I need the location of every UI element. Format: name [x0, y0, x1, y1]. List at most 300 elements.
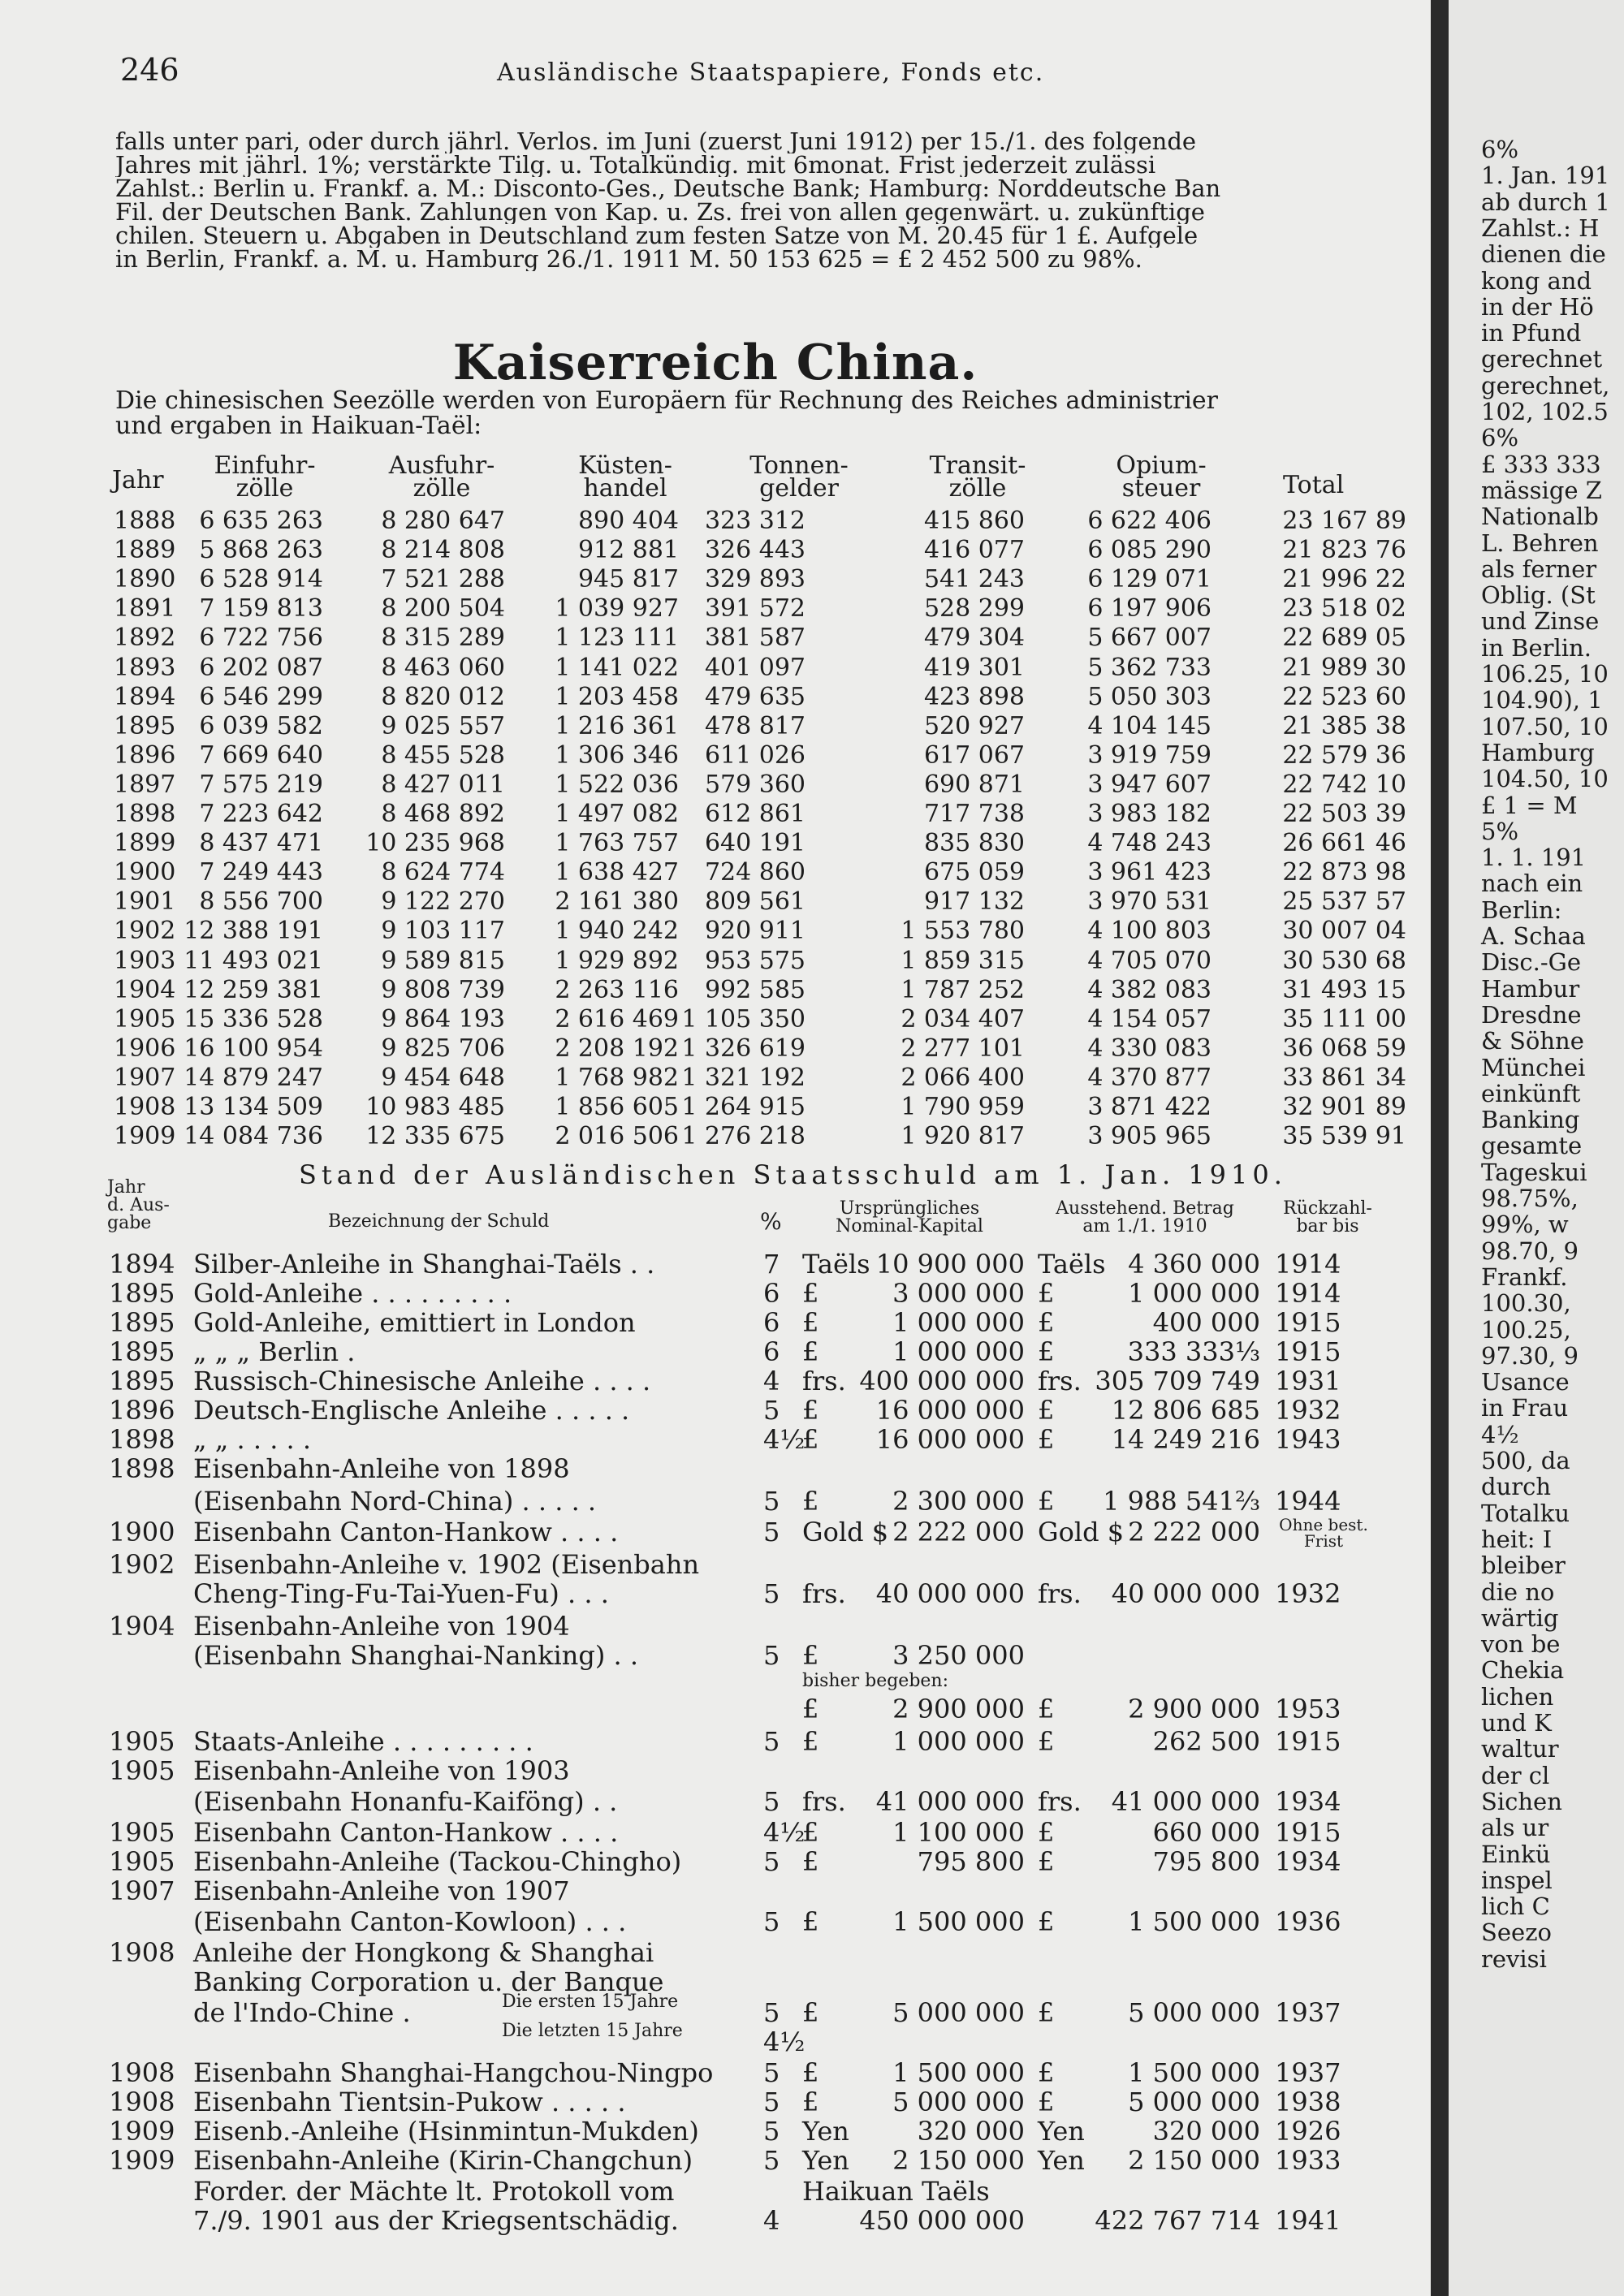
table-cell: 25 537 57 — [1282, 887, 1406, 917]
table-cell: 400 000 — [1152, 1307, 1260, 1338]
table-cell: 1909 — [109, 2116, 175, 2147]
note-first-15: Die ersten 15 Jahre — [502, 1992, 679, 2012]
table-cell: 5 — [763, 2145, 780, 2176]
table-cell: 8 427 011 — [381, 770, 505, 799]
table-cell: Banking Corporation u. der Banque — [193, 1966, 664, 1997]
table-row — [0, 1906, 1431, 1936]
table-row — [0, 947, 1431, 976]
header-line: d. Aus- — [107, 1195, 170, 1215]
header-line: steuer — [1121, 474, 1201, 503]
table-cell: 12 335 675 — [365, 1122, 505, 1151]
table-cell: 9 025 557 — [381, 711, 505, 740]
book-page-right-edge — [1449, 0, 1624, 2296]
table-cell: 1 203 458 — [555, 682, 679, 711]
table-cell: £ — [802, 1307, 819, 1338]
table-cell: frs. — [802, 1786, 846, 1817]
table-cell: 1907 — [109, 1875, 175, 1906]
table-cell: 1931 — [1275, 1366, 1341, 1396]
table-row — [0, 976, 1431, 1005]
table-cell: 917 132 — [923, 887, 1025, 917]
table-cell: 1 859 315 — [901, 946, 1025, 975]
table-cell: 6 622 406 — [1087, 507, 1212, 535]
right-page-line: kong and — [1481, 266, 1592, 295]
table-cell: 22 873 98 — [1282, 858, 1406, 887]
table-cell: 809 561 — [704, 887, 806, 917]
table-cell: 22 742 10 — [1282, 770, 1406, 799]
right-page-line: Nationalb — [1481, 503, 1599, 531]
table-cell: 41 000 000 — [875, 1786, 1025, 1817]
right-page-line: wärtig — [1481, 1603, 1559, 1632]
table-cell: 415 860 — [923, 507, 1025, 535]
customs-header-transit — [913, 451, 1043, 503]
table-cell: 1915 — [1275, 1726, 1341, 1757]
table-cell: 1902 — [109, 1549, 175, 1580]
table-cell: 1 497 082 — [555, 800, 679, 828]
table-row — [0, 887, 1431, 917]
intro-line: Zahlst.: Berlin u. Frankf. a. M.: Disconto-Ges., Deutsche Bank; Hamburg: Norddeutsche Ban — [115, 177, 1221, 201]
right-page-line: Dresdne — [1481, 1000, 1582, 1029]
table-cell: 2 900 000 — [892, 1694, 1025, 1724]
table-cell: 1894 — [109, 1249, 175, 1280]
table-cell: 1 100 000 — [892, 1817, 1025, 1848]
table-cell: £ — [1038, 1486, 1055, 1517]
table-cell: 450 000 000 — [859, 2205, 1025, 2236]
intro-line: falls unter pari, oder durch jährl. Verlos. im Juni (zuerst Juni 1912) per 15./1. des folgende — [115, 130, 1197, 153]
table-cell: 4 104 145 — [1087, 711, 1212, 740]
table-cell: Haikuan Taëls — [802, 2176, 990, 2207]
table-cell: £ — [1038, 2057, 1055, 2088]
right-page-line: Frankf. — [1481, 1262, 1568, 1291]
table-row — [0, 654, 1431, 683]
table-cell: 4 382 083 — [1087, 975, 1212, 1004]
table-cell: 1908 — [109, 2057, 175, 2088]
table-cell: Eisenbahn Canton-Hankow . . . . — [193, 1817, 619, 1848]
table-row — [0, 1122, 1431, 1151]
table-cell: 9 589 815 — [381, 946, 505, 975]
table-cell: 2 016 506 — [555, 1122, 679, 1151]
right-page-line: Chekia — [1481, 1656, 1565, 1685]
table-cell: Eisenbahn-Anleihe (Kirin-Changchun) — [193, 2145, 693, 2176]
table-cell: 9 103 117 — [381, 917, 505, 946]
table-cell: 419 301 — [923, 653, 1025, 682]
table-cell: 890 404 — [577, 507, 679, 535]
table-cell: 41 000 000 — [1111, 1786, 1260, 1817]
table-cell: 1 522 036 — [555, 770, 679, 799]
table-cell: 5 — [763, 1578, 780, 1609]
table-cell: Eisenbahn Tientsin-Pukow . . . . . — [193, 2087, 626, 2117]
table-cell: 2 034 407 — [901, 1004, 1025, 1034]
table-cell: Eisenbahn-Anleihe von 1898 — [193, 1453, 570, 1484]
customs-header-opium — [1096, 451, 1226, 503]
table-cell: 3 970 531 — [1087, 887, 1212, 917]
table-cell: 8 315 289 — [381, 624, 505, 653]
table-cell: 1906 — [114, 1034, 176, 1063]
table-row — [0, 1005, 1431, 1034]
table-cell: 6 197 906 — [1087, 594, 1212, 624]
table-row — [0, 858, 1431, 887]
right-page-line: in Berlin. — [1481, 633, 1592, 662]
table-cell: Eisenbahn-Anleihe v. 1902 (Eisenbahn — [193, 1549, 700, 1580]
table-cell: 4 330 083 — [1087, 1034, 1212, 1063]
table-cell: 10 900 000 — [875, 1249, 1025, 1280]
table-cell: 10 235 968 — [365, 829, 505, 858]
table-cell: 2 263 116 — [555, 975, 679, 1004]
table-cell: 1905 — [109, 1755, 175, 1786]
right-page-line: Banking — [1481, 1106, 1580, 1134]
table-cell: 7 249 443 — [199, 858, 323, 887]
table-cell: £ — [802, 1486, 819, 1517]
table-cell: 611 026 — [704, 740, 806, 770]
table-cell: 11 493 021 — [184, 946, 323, 975]
table-cell: 640 191 — [704, 829, 806, 858]
right-page-line: einkünft — [1481, 1079, 1581, 1107]
table-cell: 1 638 427 — [555, 858, 679, 887]
table-cell: 4 370 877 — [1087, 1063, 1212, 1092]
header-line: Küsten- — [578, 451, 672, 480]
table-cell: 1905 — [109, 1846, 175, 1877]
table-row — [0, 2116, 1431, 2145]
table-cell: „ „ „ Berlin . — [193, 1336, 356, 1367]
table-cell: £ — [802, 1640, 819, 1671]
table-cell: Taëls — [1038, 1249, 1106, 1280]
table-cell: 5 — [763, 2116, 780, 2147]
table-cell: 1 326 619 — [681, 1034, 806, 1063]
right-page-line: waltur — [1481, 1735, 1559, 1763]
table-cell: £ — [802, 1694, 819, 1724]
subtitle-line: und ergaben in Haikuan-Taël: — [115, 413, 482, 438]
table-cell: 4 — [763, 1366, 780, 1396]
table-cell: 2 900 000 — [1128, 1694, 1260, 1724]
table-cell: 1908 — [109, 1937, 175, 1968]
table-cell: 3 000 000 — [892, 1278, 1025, 1309]
header-line: Jahr — [107, 1177, 145, 1198]
header-line: bar bis — [1296, 1216, 1359, 1236]
right-page-line: Berlin: — [1481, 896, 1562, 924]
table-row — [0, 2087, 1431, 2116]
table-cell: 7 521 288 — [381, 565, 505, 594]
table-cell: 1 856 605 — [555, 1093, 679, 1121]
table-cell: Gold $ — [802, 1517, 889, 1547]
table-row — [0, 2145, 1431, 2174]
table-cell: 2 277 101 — [901, 1034, 1025, 1063]
table-cell: 21 989 30 — [1282, 653, 1406, 682]
table-row — [0, 1875, 1431, 1905]
table-row — [0, 1937, 1431, 1966]
table-row — [0, 1093, 1431, 1122]
table-cell: 8 468 892 — [381, 800, 505, 828]
table-cell: 9 122 270 — [381, 887, 505, 917]
table-cell: 1 790 959 — [901, 1093, 1025, 1121]
table-cell: 1897 — [114, 770, 176, 799]
table-cell: £ — [1038, 1694, 1055, 1724]
header-line: Einfuhr- — [214, 451, 316, 480]
table-cell: Gold-Anleihe . . . . . . . . . — [193, 1278, 512, 1309]
right-page-line: in der Hö — [1481, 292, 1594, 321]
table-cell: £ — [1038, 1817, 1055, 1848]
table-cell: 1 920 817 — [901, 1122, 1025, 1151]
right-page-line: von be — [1481, 1630, 1561, 1659]
table-cell: 1900 — [114, 858, 176, 887]
table-cell: 6 039 582 — [199, 711, 323, 740]
table-cell: 33 861 34 — [1282, 1063, 1406, 1092]
table-row — [0, 741, 1431, 770]
table-cell: 2 150 000 — [1128, 2145, 1260, 2176]
table-cell: 1936 — [1275, 1906, 1341, 1937]
table-row — [0, 712, 1431, 741]
table-row — [0, 2176, 1431, 2205]
right-page-line: nach ein — [1481, 870, 1583, 898]
table-cell: 5 — [763, 1726, 780, 1757]
table-cell: £ — [1038, 1726, 1055, 1757]
table-cell: 3 871 422 — [1087, 1093, 1212, 1121]
table-cell: 1 500 000 — [892, 2057, 1025, 2088]
intro-line: Fil. der Deutschen Bank. Zahlungen von Kap. u. Zs. frei von allen gegenwärt. u. zukünftige — [115, 201, 1205, 224]
right-page-line: und Zinse — [1481, 607, 1600, 636]
table-cell: 9 864 193 — [381, 1004, 505, 1034]
table-cell: Taëls — [802, 1249, 870, 1280]
table-cell: 10 983 485 — [365, 1093, 505, 1121]
table-cell: 1909 — [109, 2145, 175, 2176]
table-cell: Deutsch-Englische Anleihe . . . . . — [193, 1395, 630, 1426]
right-page-line: L. Behren — [1481, 529, 1599, 557]
table-cell: 1914 — [1275, 1249, 1341, 1280]
table-row — [0, 1424, 1431, 1453]
table-cell: £ — [802, 2087, 819, 2117]
table-cell: 5 — [763, 1395, 780, 1426]
table-cell: 8 214 808 — [381, 536, 505, 565]
table-cell: 21 996 22 — [1282, 565, 1406, 594]
table-cell: 4 705 070 — [1087, 946, 1212, 975]
table-cell: 22 523 60 — [1282, 682, 1406, 711]
table-cell: 8 556 700 — [199, 887, 323, 917]
right-page-line: bleiber — [1481, 1552, 1566, 1580]
table-row — [0, 1549, 1431, 1578]
table-row — [0, 507, 1431, 536]
debt-section-title: Stand der Ausländischen Staatsschuld am 1. Jan. 1910. — [299, 1159, 1287, 1190]
table-cell: 1905 — [114, 1004, 176, 1034]
table-row — [0, 1846, 1431, 1875]
table-cell: 14 249 216 — [1111, 1424, 1260, 1455]
table-cell: 1941 — [1275, 2205, 1341, 2236]
table-row — [0, 1611, 1431, 1640]
table-cell: 4 — [763, 2205, 780, 2236]
table-cell: 5 000 000 — [892, 2087, 1025, 2117]
table-cell: 690 871 — [923, 770, 1025, 799]
table-cell: £ — [802, 2057, 819, 2088]
table-cell: 5 — [763, 1846, 780, 1877]
table-cell: 1895 — [114, 711, 176, 740]
header-line: Ursprüngliches — [839, 1198, 980, 1219]
debt-header-pct: % — [760, 1208, 782, 1235]
table-cell: 4½ — [763, 2026, 806, 2057]
table-cell: 5 000 000 — [892, 1997, 1025, 2028]
right-page-line: 4½ — [1481, 1420, 1519, 1448]
header-line: Opium- — [1116, 451, 1207, 480]
right-page-line: 5% — [1481, 817, 1519, 845]
table-cell: £ — [802, 1424, 819, 1455]
right-page-line: mässige Z — [1481, 476, 1602, 504]
table-cell: 323 312 — [704, 507, 806, 535]
table-cell: Eisenbahn-Anleihe von 1904 — [193, 1611, 570, 1642]
table-cell: 36 068 59 — [1282, 1034, 1406, 1063]
header-line: zölle — [235, 474, 294, 503]
table-row — [0, 536, 1431, 565]
right-page-line: 104.90), 1 — [1481, 686, 1603, 714]
table-cell: £ — [1038, 1278, 1055, 1309]
table-cell: frs. — [802, 1366, 846, 1396]
table-cell: 6 722 756 — [199, 624, 323, 653]
table-cell: 1915 — [1275, 1817, 1341, 1848]
right-page-line: 100.30, — [1481, 1289, 1571, 1318]
table-cell: 3 983 182 — [1087, 800, 1212, 828]
table-cell: 1892 — [114, 624, 176, 653]
table-cell: 12 259 381 — [184, 975, 323, 1004]
table-cell: 1 123 111 — [555, 624, 679, 653]
right-page-line: 500, da — [1481, 1447, 1570, 1474]
table-cell: 1 276 218 — [681, 1122, 806, 1151]
table-cell: 4½ — [763, 1817, 806, 1848]
table-cell: 30 530 68 — [1282, 946, 1406, 975]
table-cell: 5 — [763, 2087, 780, 2117]
customs-header-kuesten — [560, 451, 690, 503]
right-page-line: £ 333 333 — [1481, 450, 1601, 478]
table-row — [0, 1755, 1431, 1785]
table-cell: 8 463 060 — [381, 653, 505, 682]
right-page-line: die no — [1481, 1577, 1555, 1606]
table-cell: 612 861 — [704, 800, 806, 828]
right-page-line: A. Schaa — [1481, 922, 1586, 950]
table-row — [0, 1064, 1431, 1093]
table-row — [0, 683, 1431, 712]
table-cell: 1898 — [109, 1424, 175, 1455]
right-page-line: 1. Jan. 191 — [1481, 162, 1610, 190]
right-page-line: 99%, w — [1481, 1211, 1569, 1239]
table-cell: 30 007 04 — [1282, 917, 1406, 946]
table-cell: 22 579 36 — [1282, 740, 1406, 770]
table-cell: 1 500 000 — [1128, 2057, 1260, 2088]
table-cell: frs. — [1038, 1366, 1082, 1396]
table-cell: 5 — [763, 2057, 780, 2088]
table-cell: 5 868 263 — [199, 536, 323, 565]
page-number: 246 — [120, 52, 179, 88]
table-cell: 835 830 — [923, 829, 1025, 858]
table-cell: 1 039 927 — [555, 594, 679, 624]
table-cell: 1898 — [114, 800, 176, 828]
table-cell: 12 806 685 — [1111, 1395, 1260, 1426]
right-page-line: 104.50, 10 — [1481, 765, 1609, 793]
table-cell: 4 154 057 — [1087, 1004, 1212, 1034]
table-cell: 1915 — [1275, 1307, 1341, 1338]
table-cell: 920 911 — [704, 917, 806, 946]
table-cell: 7./9. 1901 aus der Kriegsentschädig. — [193, 2205, 679, 2236]
table-cell: 912 881 — [577, 536, 679, 565]
header-line: Rückzahl- — [1283, 1198, 1372, 1219]
table-cell: Forder. der Mächte lt. Protokoll vom — [193, 2176, 675, 2207]
table-cell: 1 768 982 — [555, 1063, 679, 1092]
table-cell: 1 141 022 — [555, 653, 679, 682]
table-cell: 1 216 361 — [555, 711, 679, 740]
right-page-line: dienen die — [1481, 240, 1606, 269]
table-cell: 1905 — [109, 1817, 175, 1848]
customs-header-einfuhr — [200, 451, 330, 503]
table-cell: 400 000 000 — [859, 1366, 1025, 1396]
table-cell: 21 823 76 — [1282, 536, 1406, 565]
table-cell: 7 669 640 — [199, 740, 323, 770]
section-subtitle — [115, 388, 1406, 438]
table-cell: 1 000 000 — [1128, 1278, 1260, 1309]
table-cell: 329 893 — [704, 565, 806, 594]
table-cell: £ — [1038, 2087, 1055, 2117]
table-cell: 1896 — [109, 1395, 175, 1426]
table-cell: £ — [802, 1395, 819, 1426]
table-cell: 15 336 528 — [184, 1004, 323, 1034]
table-cell: 1944 — [1275, 1486, 1341, 1517]
table-cell: 320 000 — [917, 2116, 1025, 2147]
table-cell: (Eisenbahn Shanghai-Nanking) . . — [193, 1640, 639, 1671]
table-row — [0, 1453, 1431, 1482]
table-cell: £ — [802, 1817, 819, 1848]
table-cell: 1 988 541⅔ — [1103, 1486, 1260, 1517]
table-cell: £ — [802, 1726, 819, 1757]
table-cell: 2 222 000 — [892, 1517, 1025, 1547]
table-row — [0, 1817, 1431, 1846]
table-cell: 14 879 247 — [184, 1063, 323, 1092]
table-cell: 423 898 — [923, 682, 1025, 711]
table-row — [0, 2057, 1431, 2087]
intro-paragraph — [115, 130, 1406, 271]
table-cell: 6 — [763, 1307, 780, 1338]
table-cell: 35 111 00 — [1282, 1004, 1406, 1034]
table-cell: Anleihe der Hongkong & Shanghai — [193, 1937, 654, 1968]
table-cell: 795 800 — [917, 1846, 1025, 1877]
table-cell: 7 575 219 — [199, 770, 323, 799]
table-cell: 8 280 647 — [381, 507, 505, 535]
intro-line: chilen. Steuern u. Abgaben in Deutschland zum festen Satze von M. 20.45 für 1 £. Aufgele — [115, 224, 1199, 248]
subtitle-line: Die chinesischen Seezölle werden von Europäern für Rechnung des Reiches administrier — [115, 388, 1219, 413]
table-cell: Silber-Anleihe in Shanghai-Taëls . . — [193, 1249, 655, 1280]
table-cell: 717 738 — [923, 800, 1025, 828]
table-cell: 262 500 — [1152, 1726, 1260, 1757]
right-page-line: ab durch 1 — [1481, 188, 1610, 216]
table-cell: £ — [1038, 1997, 1055, 2028]
right-page-line: lichen — [1481, 1682, 1554, 1711]
table-cell: 8 200 504 — [381, 594, 505, 624]
table-row — [0, 917, 1431, 946]
table-cell: 8 437 471 — [199, 829, 323, 858]
right-page-line: in Frau — [1481, 1394, 1569, 1422]
table-cell: 401 097 — [704, 653, 806, 682]
table-cell: 6 129 071 — [1087, 565, 1212, 594]
header-line: zölle — [948, 474, 1007, 503]
right-page-line: Disc.-Ge — [1481, 948, 1581, 977]
table-cell: Gold-Anleihe, emittiert in London — [193, 1307, 636, 1338]
right-page-line: 6% — [1481, 136, 1519, 163]
table-cell: 3 947 607 — [1087, 770, 1212, 799]
table-cell: 724 860 — [704, 858, 806, 887]
table-row — [0, 1578, 1431, 1608]
table-cell: 320 000 — [1152, 2116, 1260, 2147]
header-line: gabe — [107, 1213, 152, 1233]
intro-line: Jahres mit jährl. 1%; verstärkte Tilg. u. Totalkündig. mit 6monat. Frist jederzeit zulässi — [115, 153, 1156, 177]
table-cell: 1903 — [114, 946, 176, 975]
table-cell: 1902 — [114, 917, 176, 946]
header-line: Nominal-Kapital — [836, 1216, 983, 1236]
table-cell: 16 100 954 — [184, 1034, 323, 1063]
table-cell: 1907 — [114, 1063, 176, 1092]
section-title: Kaiserreich China. — [452, 334, 978, 391]
right-page-line: durch — [1481, 1473, 1552, 1501]
table-cell: Eisenbahn Canton-Hankow . . . . — [193, 1517, 619, 1547]
